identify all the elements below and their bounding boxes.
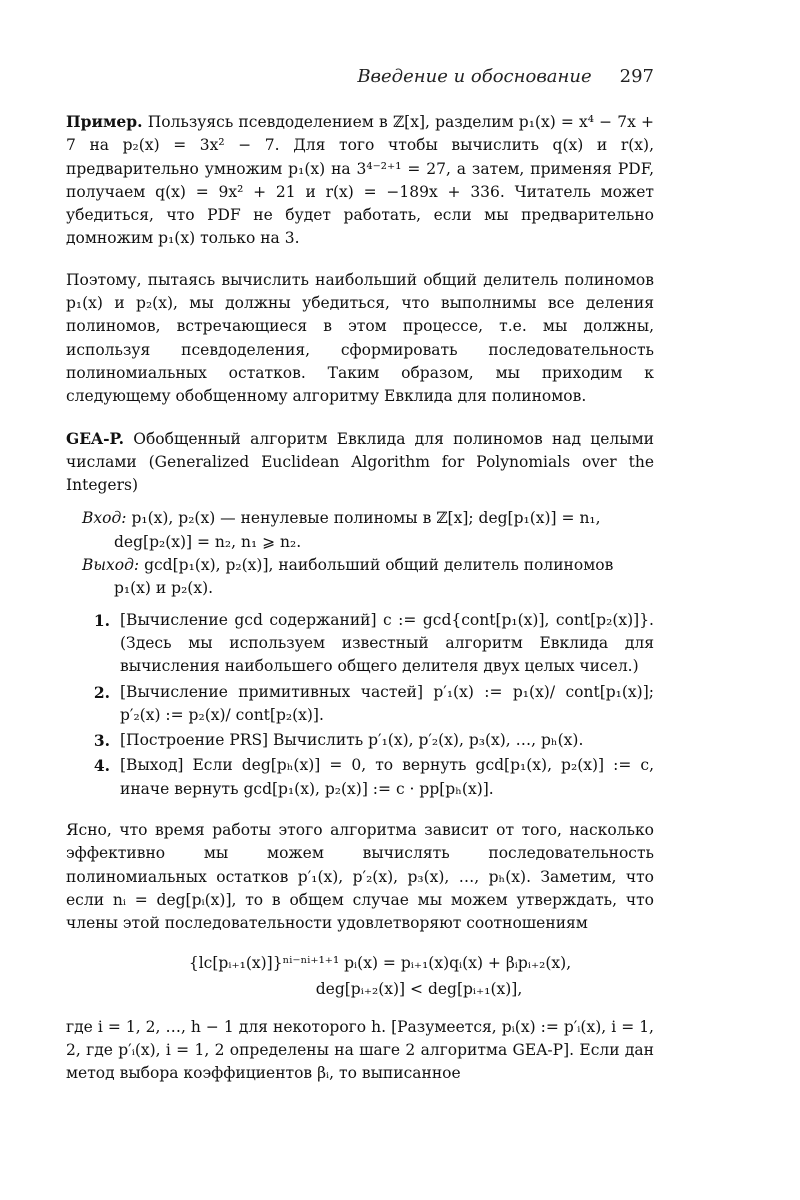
output-label: Выход: <box>82 556 140 575</box>
paragraph-closing: где i = 1, 2, …, h − 1 для некоторого h. [Разумеется, pᵢ(x) := p′ᵢ(x), i = 1, 2, где p′ᵢ(x), i = 1, 2 определены на шаге 2 алгоритма GEA-P]. Если дан метод выбора коэффициентов βᵢ, то выписанное <box>66 1017 654 1083</box>
step-number: 3. <box>93 731 110 751</box>
step-number: 2. <box>93 682 110 702</box>
page-body <box>66 110 654 1085</box>
step-text: [Вычисление gcd содержаний] c := gcd{cont[p₁(x)], cont[p₂(x)]}. (Здесь мы используем известный алгоритм Евклида для вычисления наибольшего общего делителя двух целых чисел.) <box>120 610 654 676</box>
step-text: [Построение PRS] Вычислить p′₁(x), p′₂(x), p₃(x), …, pₕ(x). <box>120 731 584 750</box>
example-paragraph <box>66 110 654 251</box>
input-line-1: p₁(x), p₂(x) — ненулевые полиномы в ℤ[x]; deg[p₁(x)] = n₁, <box>131 509 601 528</box>
algorithm-step <box>66 729 654 752</box>
formula-line-2: deg[pᵢ₊₂(x)] < deg[pᵢ₊₁(x)], <box>315 979 523 998</box>
example-text: Пользуясь псевдоделением в ℤ[x], разделим p₁(x) = x⁴ − 7x + 7 на p₂(x) = 3x² − 7. Для того чтобы вычислить q(x) и r(x), предварительно умножим p₁(x) на 3⁴⁻²⁺¹ = 27, а затем, применяя PDF, получаем q(x) = 9x² + 21 и r(x) = −189x + 336. Читатель может убедиться, что PDF не будет работать, если мы предварительно домножим p₁(x) только на 3. <box>66 113 654 248</box>
algorithm-steps <box>66 609 654 801</box>
example-label: Пример. <box>66 112 143 131</box>
input-label: Вход: <box>82 509 127 528</box>
algorithm-step <box>66 754 654 801</box>
algorithm-step <box>66 681 654 728</box>
running-header <box>66 66 654 90</box>
output-line-1: gcd[p₁(x), p₂(x)], наибольший общий делитель полиномов <box>144 556 614 575</box>
algorithm-label: GEA-P. <box>66 428 124 448</box>
step-text: [Вычисление примитивных частей] p′₁(x) := p₁(x)/ cont[p₁(x)]; p′₂(x) := p₂(x)/ cont[p₂(x)]. <box>120 682 654 724</box>
section-title: Введение и обоснование <box>357 66 592 87</box>
paragraph-gcd-intro: Поэтому, пытаясь вычислить наибольший общий делитель полиномов p₁(x) и p₂(x), мы должны убедиться, что выполнимы все деления полиномов, встречающиеся в этом процессе, т.е. мы должны, используя псевдоделения, сформировать последовательность полиномиальных остатков. Таким образом, мы приходим к следующему обобщенному алгоритму Евклида для полиномов. <box>66 270 654 406</box>
formula-line-1: {lc[pᵢ₊₁(x)]}ⁿⁱ⁻ⁿⁱ⁺¹⁺¹ pᵢ(x) = pᵢ₊₁(x)qᵢ(x) + βᵢpᵢ₊₂(x), <box>188 953 572 972</box>
step-text: [Выход] Если deg[pₕ(x)] = 0, то вернуть gcd[p₁(x), p₂(x)] := c, иначе вернуть gcd[p₁(x), p₂(x)] := c · pp[pₕ(x)]. <box>120 756 654 798</box>
algorithm-output <box>82 554 654 601</box>
algorithm-title: Обобщенный алгоритм Евклида для полиномов над целыми числами (Generalized Euclidean Algorithm for Polynomials over the Integers) <box>66 429 655 495</box>
paragraph-complexity: Ясно, что время работы этого алгоритма зависит от того, насколько эффективно мы можем вычислять последовательность полиномиальных остатков p′₁(x), p′₂(x), p₃(x), …, pₕ(x). Заметим, что если nᵢ = deg[pᵢ(x)], то в общем случае мы можем утверждать, что члены этой последовательности удовлетворяют соотношениям <box>66 821 654 933</box>
step-number: 1. <box>93 610 110 630</box>
page-number: 297 <box>619 66 654 87</box>
input-line-2: deg[p₂(x)] = n₂, n₁ ⩾ n₂. <box>114 532 302 551</box>
algorithm-heading <box>66 427 654 498</box>
display-formula <box>66 950 654 1002</box>
algorithm-step <box>66 609 654 679</box>
output-line-2: p₁(x) и p₂(x). <box>114 579 214 598</box>
algorithm-input <box>82 507 654 554</box>
step-number: 4. <box>93 756 110 776</box>
